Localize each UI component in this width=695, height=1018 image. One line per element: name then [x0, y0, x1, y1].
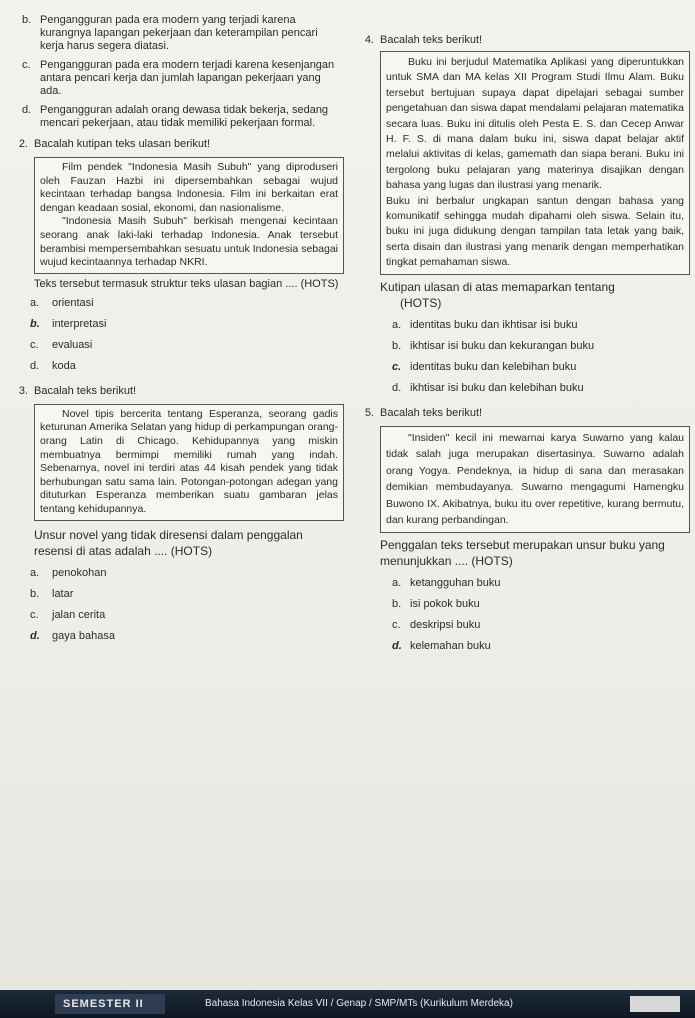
q4-option-d[interactable] — [360, 382, 690, 395]
q4-question — [360, 279, 690, 311]
option-text: gaya bahasa — [52, 629, 115, 642]
excerpt-paragraph: "Insiden" kecil ini mewarnai karya Suwarno yang kalau tidak salah juga merupakan disertasinya. Suwarno adalah orang Yogya. Pendeknya, ia hidup di sana dan merasakan demikian membudayanya. Suwarno mengagumi Hamengku Buwono IX. Akibatnya, buku itu over repetitive, kurang bermutu, dan kurang perbandingan. — [386, 431, 684, 527]
option-label: a. — [392, 318, 402, 331]
q2-option-c[interactable] — [0, 339, 350, 352]
q1-option-c — [0, 59, 350, 98]
option-label: b. — [22, 14, 32, 26]
q2-option-d[interactable] — [0, 360, 350, 373]
option-text: isi pokok buku — [410, 597, 480, 610]
option-text: latar — [52, 587, 74, 600]
option-text: jalan cerita — [52, 608, 106, 621]
option-label: c. — [30, 338, 39, 351]
option-text: evaluasi — [52, 338, 93, 351]
q5-option-c[interactable] — [360, 619, 690, 632]
option-label: a. — [30, 296, 40, 309]
option-text: Pengangguran adalah orang dewasa tidak bekerja, sedang mencari pekerjaan, atau tidak memiliki pekerjaan formal. — [40, 104, 329, 129]
option-label: b. — [392, 339, 402, 352]
question-prompt: Bacalah teks berikut! — [380, 406, 483, 419]
q3-option-c[interactable] — [0, 609, 350, 622]
question-text: Kutipan ulasan di atas memaparkan tentang — [380, 279, 615, 294]
option-label: d. — [22, 104, 32, 116]
question-number: 5. — [364, 406, 374, 419]
q3-option-b[interactable] — [0, 588, 350, 601]
option-text: identitas buku dan kelebihan buku — [410, 360, 577, 373]
excerpt-paragraph: Buku ini berbalur ungkapan santun dengan bahasa yang komunikatif sehingga mudah dipahami oleh siswa. Selain itu, buku ini juga didukung dengan tampilan tata letak yang baik, serta disain dan ilustrasi yang menarik dengan memperhatikan tingkat pemahaman siswa. — [386, 194, 684, 269]
option-text: orientasi — [52, 296, 94, 309]
q3-option-d-selected[interactable] — [0, 630, 350, 643]
q3-heading — [0, 385, 350, 398]
q2-option-b-selected[interactable] — [0, 318, 350, 331]
q3-question: Unsur novel yang tidak diresensi dalam penggalan resensi di atas adalah .... (HOTS) — [34, 527, 303, 558]
excerpt-paragraph: Film pendek "Indonesia Masih Subuh" yang diproduseri oleh Fauzan Hazbi ini dipersembahkan sebagai wujud kecintaan terhadap bangsa Indonesia. Film ini berkaitan erat dengan keadaan sosial, ekonomi, dan nasionalisme. — [40, 161, 338, 214]
footer-decoration — [630, 996, 680, 1012]
option-text: identitas buku dan ikhtisar isi buku — [410, 318, 578, 331]
question-number: 2. — [18, 138, 28, 150]
footer-text: Bahasa Indonesia Kelas VII / Genap / SMP/MTs (Kurikulum Merdeka) — [205, 998, 513, 1009]
option-label: b. — [30, 587, 40, 600]
option-text: ikhtisar isi buku dan kelebihan buku — [410, 381, 584, 394]
question-number: 3. — [18, 384, 28, 397]
question-prompt: Bacalah teks berikut! — [380, 34, 483, 46]
q2-heading — [0, 138, 350, 151]
option-text: ketangguhan buku — [410, 576, 501, 589]
option-label: c. — [22, 59, 31, 71]
option-label: d. — [30, 629, 40, 642]
option-label: d. — [392, 639, 402, 652]
q5-option-b[interactable] — [360, 598, 690, 611]
option-label: a. — [30, 566, 40, 579]
option-label: b. — [30, 317, 40, 330]
option-text: koda — [52, 359, 76, 372]
semester-badge: SEMESTER II — [55, 994, 165, 1014]
q5-option-a[interactable] — [360, 577, 690, 590]
q4-heading — [360, 34, 690, 47]
option-text: Pengangguran pada era modern yang terjadi karena kurangnya lapangan pekerjaan dan keterampilan pencari kerja harus segera diatasi. — [40, 14, 318, 52]
option-text: deskripsi buku — [410, 618, 481, 631]
question-prompt: Bacalah kutipan teks ulasan berikut! — [34, 138, 211, 150]
option-text: interpretasi — [52, 317, 107, 330]
question-number: 4. — [364, 34, 374, 46]
q3-option-a[interactable] — [0, 567, 350, 580]
right-column — [360, 10, 690, 661]
option-label: c. — [392, 360, 402, 373]
option-label: c. — [30, 608, 39, 621]
q2-question: Teks tersebut termasuk struktur teks ulasan bagian .... (HOTS) — [34, 277, 339, 290]
q5-option-d-selected[interactable] — [360, 640, 690, 653]
option-label: d. — [30, 359, 40, 372]
excerpt-paragraph: Buku ini berjudul Matematika Aplikasi yang diperuntukkan untuk SMA dan MA kelas XII Program Studi Ilmu Alam. Buku tersebut bertujuan supaya dapat dipelajari sebagai sumber pengetahuan dan siswa dapat mendalami pelajaran matematika secara luas. Buku ini ditulis oleh Pesta E. S. dan Cecep Anwar H. F. S. di mana dalam buku ini, siswa dapat belajar aktif melalui aktivitas di kelas, gamemath dan siapa berani. Buku ini tergolong buku pelajaran yang materinya disajikan dengan bahasa yang lugas dan ilustrasi yang menarik. — [386, 56, 684, 192]
option-label: c. — [392, 618, 401, 631]
q4-option-c-selected[interactable] — [360, 361, 690, 374]
excerpt-paragraph: Novel tipis bercerita tentang Esperanza, seorang gadis keturunan Amerika Selatan yang hidup di perkampungan orang-orang Latin di Chicago. Kehidupannya yang miskin membuatnya bermimpi memiliki rumah yang indah. Sebenarnya, novel ini terdiri atas 44 kisah pendek yang tidak berhubungan satu sama lain. Potongan-potongan adegan yang dituturkan Esperanza memberikan suatu gambaran jelas tentang kehidupannya. — [40, 407, 338, 515]
q1-option-d — [0, 104, 350, 130]
option-label: d. — [392, 381, 402, 394]
page-footer — [0, 990, 695, 1018]
option-text: Pengangguran pada era modern terjadi karena kesenjangan antara pencari kerja dan jumlah lapangan pekerjaan yang ada. — [40, 59, 335, 97]
question-hots: (HOTS) — [400, 295, 442, 310]
q2-excerpt-box — [34, 157, 344, 274]
q5-heading — [360, 407, 690, 420]
q4-excerpt-box — [380, 51, 690, 275]
question-prompt: Bacalah teks berikut! — [34, 384, 137, 397]
q4-option-b[interactable] — [360, 340, 690, 353]
q3-excerpt-box — [34, 404, 344, 521]
q5-excerpt-box — [380, 426, 690, 533]
option-text: penokohan — [52, 566, 107, 579]
q1-option-b — [0, 14, 350, 53]
q5-question: Penggalan teks tersebut merupakan unsur buku yang menunjukkan .... (HOTS) — [380, 537, 665, 568]
option-text: ikhtisar isi buku dan kekurangan buku — [410, 339, 595, 352]
left-column — [0, 10, 350, 651]
option-label: a. — [392, 576, 402, 589]
option-text: kelemahan buku — [410, 639, 491, 652]
q2-option-a[interactable] — [0, 297, 350, 310]
option-label: b. — [392, 597, 402, 610]
excerpt-paragraph: "Indonesia Masih Subuh" berkisah mengenai kecintaan seorang anak laki-laki terhadap Indonesia. Anak tersebut berambisi mempersembahkan sesuatu untuk Indonesia sebagai wujud kecintaannya terhadap NKRI. — [40, 215, 338, 269]
q4-option-a[interactable] — [360, 319, 690, 332]
